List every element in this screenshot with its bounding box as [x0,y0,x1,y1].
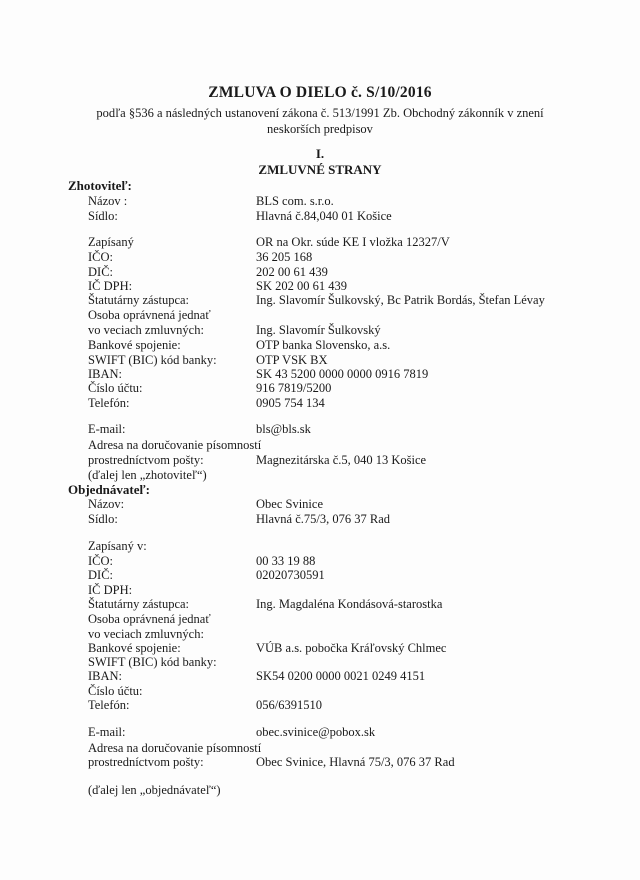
contractor-registered: OR na Okr. súde KE I vložka 12327/V [256,235,450,249]
client-phone: 056/6391510 [256,698,322,712]
contractor-account: 916 7819/5200 [256,381,332,395]
contractor-icdph-label: IČ DPH: [88,279,133,293]
client-dic: 02020730591 [256,568,325,582]
contractor-authorized: Ing. Slavomír Šulkovský [256,323,381,337]
client-statutory-label: Štatutárny zástupca: [88,597,190,611]
client-address: Obec Svinice, Hlavná 75/3, 076 37 Rad [256,755,455,769]
client-ico: 00 33 19 88 [256,554,316,568]
contractor-phone-label: Telefón: [88,396,130,410]
contractor-bank-label: Bankové spojenie: [88,338,181,352]
client-heading: Objednávateľ: [68,482,150,497]
contractor-statutory-label: Štatutárny zástupca: [88,293,190,307]
client-dic-label: DIČ: [88,568,113,582]
contractor-hereinafter: (ďalej len „zhotoviteľ“) [88,468,207,482]
client-ico-label: IČO: [88,554,113,568]
contractor-registered-label: Zapísaný [88,235,134,249]
client-bank-label: Bankové spojenie: [88,641,181,655]
client-icdph-label: IČ DPH: [88,583,133,597]
client-iban-label: IBAN: [88,669,123,683]
document-subtitle: podľa §536 a následných ustanovení zákona č. 513/1991 Zb. Obchodný zákonník v znení neskorších predpisov [96,106,544,136]
contractor-ico-label: IČO: [88,250,113,264]
client-address-label-1: Adresa na doručovanie písomností [88,741,262,755]
client-seat-label: Sídlo: [88,512,118,526]
contractor-bank: OTP banka Slovensko, a.s. [256,338,391,352]
contractor-address-label-2: prostredníctvom pošty: [88,453,204,467]
client-swift-label: SWIFT (BIC) kód banky: [88,655,217,669]
contractor-iban-label: IBAN: [88,367,123,381]
contractor-icdph: SK 202 00 61 439 [256,279,347,293]
contractor-address-label-1: Adresa na doručovanie písomností [88,438,262,452]
client-seat: Hlavná č.75/3, 076 37 Rad [256,512,391,526]
client-authorized-label-1: Osoba oprávnená jednať [88,612,211,626]
client-bank: VÚB a.s. pobočka Kráľovský Chlmec [256,641,447,655]
client-address-label-2: prostredníctvom pošty: [88,755,204,769]
contractor-email: bls@bls.sk [256,422,311,436]
contractor-account-label: Číslo účtu: [88,381,143,395]
contractor-authorized-label-1: Osoba oprávnená jednať [88,308,211,322]
contractor-dic-label: DIČ: [88,265,113,279]
contractor-phone: 0905 754 134 [256,396,325,410]
section-number: I. [315,146,325,161]
client-name: Obec Svinice [256,497,323,511]
document-title: ZMLUVA O DIELO č. S/10/2016 [208,84,432,101]
client-registered-label: Zapísaný v: [88,539,147,553]
client-statutory: Ing. Magdaléna Kondásová-starostka [256,597,443,611]
contractor-email-label: E-mail: [88,422,126,436]
contractor-heading: Zhotoviteľ: [68,178,132,193]
section-title: ZMLUVNÉ STRANY [258,162,382,177]
contractor-swift: OTP VSK BX [256,353,328,367]
client-hereinafter: (ďalej len „objednávateľ“) [88,783,221,797]
contractor-ico: 36 205 168 [256,250,313,264]
client-email-label: E-mail: [88,725,126,739]
contractor-authorized-label-2: vo veciach zmluvných: [88,323,204,337]
client-phone-label: Telefón: [88,698,130,712]
contractor-seat: Hlavná č.84,040 01 Košice [256,209,392,223]
contractor-seat-label: Sídlo: [88,209,118,223]
contractor-address: Magnezitárska č.5, 040 13 Košice [256,453,427,467]
contractor-iban: SK 43 5200 0000 0000 0916 7819 [256,367,429,381]
contractor-dic: 202 00 61 439 [256,265,328,279]
client-account-label: Číslo účtu: [88,684,143,698]
client-authorized-label-2: vo veciach zmluvných: [88,627,204,641]
contractor-name: BLS com. s.r.o. [256,194,334,208]
contractor-statutory: Ing. Slavomír Šulkovský, Bc Patrik Bordás, Štefan Lévay [256,293,545,307]
client-iban: SK54 0200 0000 0021 0249 4151 [256,669,426,683]
contractor-name-label: Názov : [88,194,128,208]
client-email: obec.svinice@pobox.sk [256,725,376,739]
contractor-swift-label: SWIFT (BIC) kód banky: [88,353,217,367]
client-name-label: Názov: [88,497,125,511]
